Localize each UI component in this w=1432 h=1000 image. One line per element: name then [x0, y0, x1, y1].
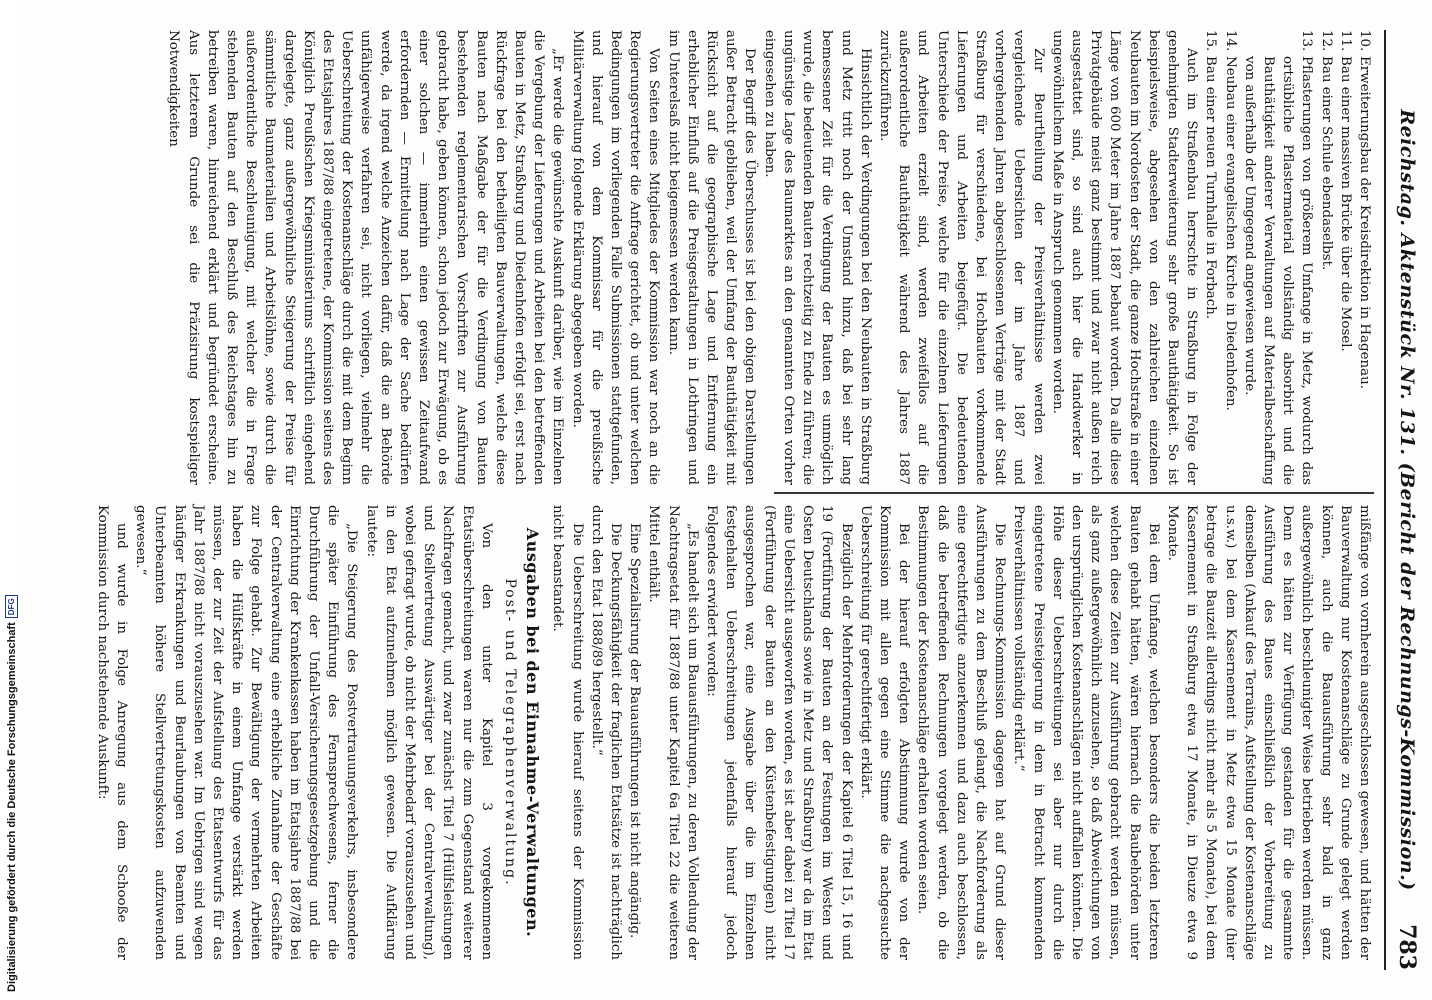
paragraph: mißfänge von vornherein ausgeschlossen gewesen, und hätten der Bauverwaltung nur Kostenanschläge zu Grunde gelegt werden können, auch die Bauausführung sehr bald in ganz außergewöhnlich beschleunigter Weise betrieben werden müssen. Denn es hätten zur Verfügung gestanden für die gesammte Ausführung des Baues einschließlich der Vorbereitung zu demselben (Ankauf des Terrains, Aufstellung der Kostenanschläge u.s.w.) bei dem Kasernement in Metz etwa 15 Monate (hier betrage die Bauzeit allerdings nicht mehr als 5 Monate), bei dem Kasernement in Straßburg etwa 17 Monate, in Dieuze etwa 9 Monate.	[1164, 505, 1372, 960]
dfg-logo-icon: DFG	[5, 595, 18, 618]
subsection-title: Post- und Telegraphenverwaltung.	[502, 578, 519, 887]
list-item	[1220, 30, 1239, 485]
right-column	[93, 505, 1374, 960]
list-item	[1201, 30, 1220, 485]
paragraph: Die Ueberschreitung wurde hierauf seitens der Kommission nicht beanstandet.	[550, 505, 585, 960]
paragraph: Der Begriff des Überschusses ist bei den obigen Darstellungen außer Betracht geblieben, weil der Umfang der Bauthätigkeit mit Rücksicht auf die geographische Lage und Entfernung ein erheblicher Einfluß auf die Preisgestaltungen in Lothringen und im Unterelsaß nicht beigemessen werden kann.	[665, 30, 758, 485]
paragraph: Eine Spezialisirung der Bauausführungen ist nicht angängig.	[627, 523, 643, 939]
list-number: 11.	[1337, 30, 1353, 52]
list-number: 12.	[1318, 30, 1334, 52]
paragraph: Bezüglich der Mehrforderungen der Kapitel 6 Titel 15, 16 und 19 (Fortführung der Bauten an der Festungen im Westen und Osten Deutschlands sowie in Metz und Straßburg) war da im Etat eine Uebersicht ausgeworfen worden, es ist aber dabei zu Titel 17 (Fortführung der Bauten an den Küstenbefestigungen) nicht ausgesprochen war, eine Ausgabe über die im Einzelnen festgehalten Ueberschreitungen jedenfalls hierauf jedoch Folgendes erwidert worden:	[704, 505, 854, 960]
page-header	[1390, 30, 1424, 970]
list-text: Bau einer Schule ebendaselbst.	[1318, 56, 1334, 271]
list-text: Erweiterungsbau der Kreisdirektion in Hagenau.	[1357, 56, 1372, 390]
list-number: 15.	[1203, 30, 1219, 52]
digitisation-margin	[0, 0, 22, 1000]
list-item	[1316, 30, 1335, 485]
list-number: 13.	[1299, 30, 1315, 52]
paragraph: Die Deckungsfähigkeit der fraglichen Etatsätze ist nachträglich durch den Etat 1888/89 hergestellt.“	[588, 505, 624, 960]
list-text: Bau einer neuen Turnhalle in Forbach.	[1203, 56, 1219, 320]
list-number: 10.	[1357, 30, 1372, 52]
list-number: 14.	[1222, 30, 1238, 52]
rotated-document-page	[82, 0, 1432, 1000]
column-divider	[774, 492, 1374, 494]
paragraph: „Es handelt sich um Bauausführungen, zu deren Vollendung der Nachtragsetat für 1887/88 unter Kapitel 6a Titel 22 die weiteren Mittel enthält.	[646, 505, 700, 960]
paragraph: Die Rechnungs-Kommission dagegen hat auf Grund dieser Ausführungen zu dem Beschluß gelangt, die Nachforderung als eine gerechtfertigte anzuerkennen und dazu auch beschlossen, daß die betreffenden Rechnungen vorgelegt werden, ob die Bestimmungen der Kostenanschläge erhalten worden seien.	[915, 505, 1008, 960]
list-text: Neubau einer evangelischen Kirche in Diedenhofen.	[1222, 56, 1238, 411]
list-text: Bau einer massiven Brücke über die Mosel.	[1337, 56, 1353, 352]
list-item	[1355, 30, 1374, 485]
list-item	[1336, 30, 1355, 485]
paragraph: Hinsichtlich der Verdingungen bei den Neubauten in Straßburg und Metz tritt noch der Umstand hinzu, daß bei sehr lang bemessener Zeit für die Verdingung der Bauten es unmöglich wurde, die bedeutenden Bauten rechtzeitig zu Ende zu führen; die ungünstige Lage des Baumarktes an den genannten Orten vorher eingesehen zu haben.	[761, 30, 873, 485]
paragraph: „Die Steigerung des Postvertrauungsverkehrs, insbesondere die später Einführung des Fernsprechwesens, ferner die Durchführung der Unfall-Versicherungsgesetzgebung und die Einrichtung der Krankenkassen haben im Etatsjahre 1887/88 bei der Centralverwaltung eine erhebliche Zunahme der Geschäfte zur Folge gehabt. Zur Bewältigung der vermehrten Arbeiten haben die Hülfskräfte in einem Umfange verstärkt werden müssen, der zur Zeit der Aufstellung des Etatsentwurfs für das Jahr 1887/88 nicht vorauszusehen war. Im Uebrigen sind wegen häufiger Erkrankungen und Beurlaubungen von Beamten und Unterbeamten höhere Stellvertretungskosten aufzuwenden gewesen.“	[133, 505, 360, 960]
page-number: 783	[1394, 924, 1420, 970]
paragraph: Bei dem Umfange, welchen besonders die beiden letzteren Bauten gehabt hätten, wären hiernach die Baubehörden unter welchen diese Zeiten zur Ausführung gebracht werden müssen, als ganz außergewöhnlich anzusehen, so daß Abweichungen von den ursprünglichen Kostenanschlägen nicht auffallen könnten. Die Höhe dieser Ueberschreitungen sei aber nur durch die eingetretene Preissteigerung in dem in Betracht kommenden Preisverhältnissen vollständig erklärt.“	[1011, 505, 1161, 960]
running-head: Reichstag. Aktenstück Nr. 131. (Bericht der Rechnungs-Kommission.)	[1396, 109, 1418, 891]
credit-text: Digitalisierung gefördert durch die Deutsche Forschungsgemeinschaft	[5, 622, 18, 992]
list-text: Pflasterungen von größerem Umfange in Metz, wodurch das ortsübliche Pflastermaterial vollständig absorbirt und die Bauthätigkeit anderer Verwaltungen auf Materialbeschaffung von außerhalb der Umgegend angewiesen wurde.	[1241, 56, 1315, 485]
list-item	[1240, 30, 1317, 485]
paragraph: „Er werde die gewünschte Auskunft darüber, wie im Einzelnen die Vergebung der Lieferungen und Arbeiten bei den betreffenden Bauten in Metz, Straßburg und Diedenhofen erfolgt sei, erst nach Rückfrage bei den betheiligten Bauverwaltungen, welche diese Bauten nach Maßgabe der für die Verdingung von Bauten bestehenden reglementarischen Vorschriften zur Ausführung gebracht habe, geben können, schon jedoch zur Erwägung, ob es einer solchen — immerhin einen gewissen Zeitaufwand erfordernden — Ermittelung nach Lage der Sache bedürfen werde, da irgend welche Anzeichen dafür, daß die an Behörde unfähigerweise verfahren sei, nicht vorliegen, vielmehr die Ueberschreitung der Kostenanschläge durch die mit dem Beginn des Etatsjahres 1887/88 eingetretene, der Kommission seitens des Königlich Preußischen Kriegsministeriums schriftlich eingehend dargelegte, ganz außergewöhnliche Steigerung der Preise für sämmtliche Baumaterialien und Arbeitslöhne, sowie durch die außerordentliche Beschleunigung, mit welcher die in Frage stehenden Bauten auf den Beschluß des Reichstages hin zu betreiben waren, hinreichend erklärt und begründet erscheine. Aus letzterem Grunde sei die Präzisirung kostspieliger Notwendigkeiten	[166, 30, 566, 485]
paragraph: und wurde in Folge Anregung aus dem Schooße der Kommission durch nachstehende Auskunft:	[94, 505, 129, 960]
digitisation-credit	[2, 592, 20, 992]
paragraph: Von den unter Kapitel 3 vorgekommenen Etatsüberschreitungen waren nur die zum Gegenstand weiterer Nachfragen gemacht, und zwar zunächst Titel 7 (Hülfsleistungen und Stellvertretung Auswärtiger bei der Centralverwaltung), wobei gefragt wurde, ob nicht der Mehrbedarf vorauszusehen und in den Etat aufzunehmen möglich gewesen. Die Aufklärung lautete:	[363, 505, 494, 960]
header-rule	[1384, 30, 1386, 970]
left-column	[164, 30, 1374, 485]
paragraph: Zur Beurtheilung der Preisverhältnisse werden zwei vergleichende Uebersichten der im Jahre 1887 und vorhergehenden Jahren abgeschlossenen Verträge mit der Stadt Straßburg für verschiedene, bei Hochbauten vorkommende Lieferungen und Arbeiten beigefügt. Die bedeutenden Unterschiede der Preise, welche für die einzelnen Lieferungen und Arbeiten erzielt sind, werden zweifellos auf die außerordentliche Bauthätigkeit während des Jahres 1887 zurückzuführen.	[876, 30, 1046, 485]
section-title: Ausgaben bei den Einnahme-Verwaltungen.	[523, 527, 543, 938]
paragraph: Auch im Straßenbau herrschte in Straßburg in Folge der genehmigten Stadterweiterung sehr große Bauthätigkeit. So ist beispielsweise, abgesehen von den zahlreichen einzelnen Neubauten im Nordosten der Stadt, die ganze Hochstraße in einer Länge von 600 Meter im Jahre 1887 bebaut worden. Da alle diese Privatgebäude meist ganz bestimmt und zwar nicht außen reich ausgestattet sind, so sind auch hier die Handwerker in ungewöhnlichem Maße in Anspruch genommen worden.	[1049, 30, 1200, 485]
paragraph: Bei der hierauf erfolgten Abstimmung wurde von der Kommission mit allen gegen eine Stimme die nachgesuchte Ueberschreitung für gerechtfertigt erklärt.	[857, 505, 912, 960]
paragraph: Von Seiten eines Mitgliedes der Kommission war noch an die Regierungsvertreter die Anfrage gerichtet, ob und unter welchen Bedingungen im vorliegenden Falle Submissionen stattgefunden, und hierauf von dem Kommissar für die preußische Militärverwaltung folgende Erklärung abgegeben worden.	[569, 30, 662, 485]
